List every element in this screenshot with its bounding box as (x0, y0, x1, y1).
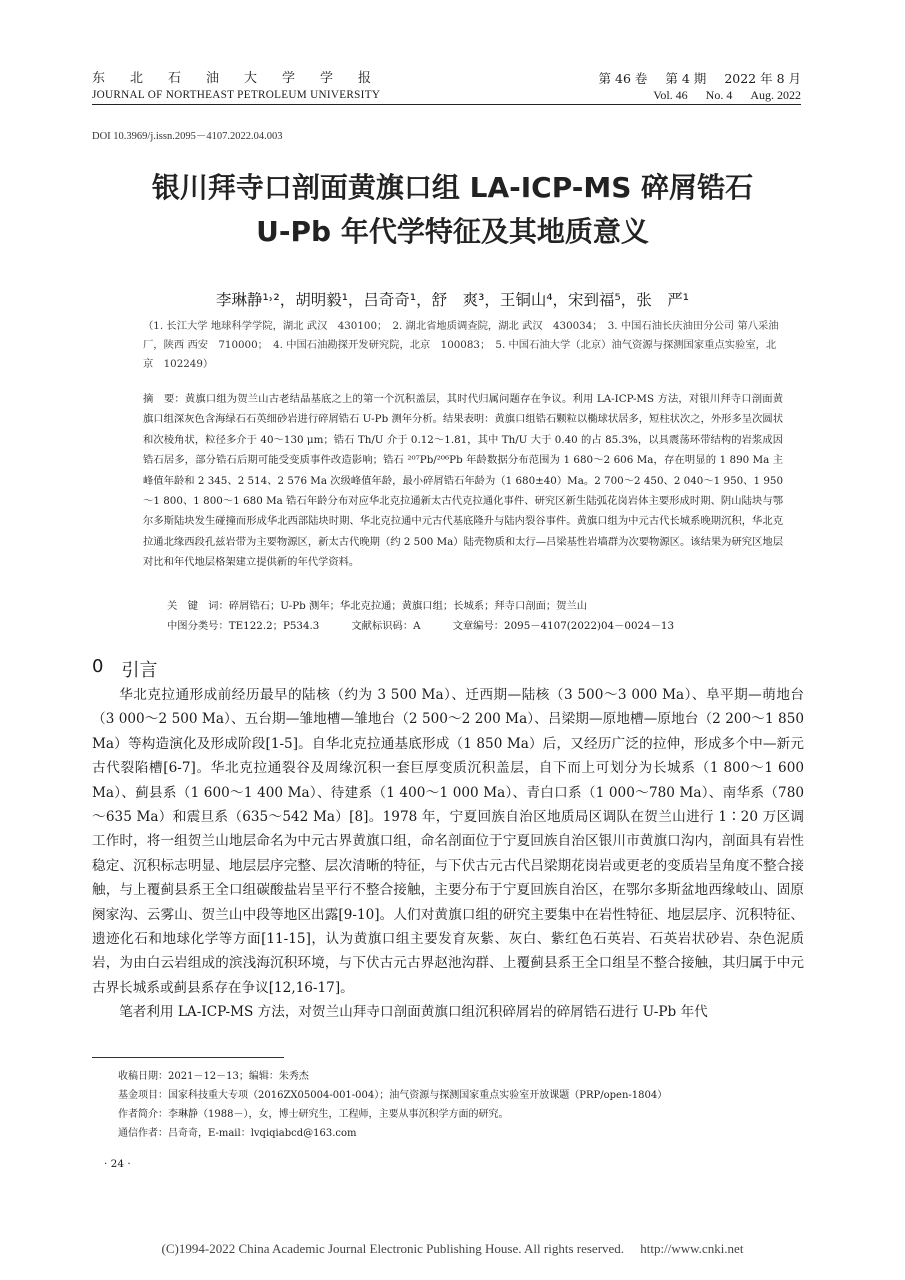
paragraph-1: 华北克拉通形成前经历最早的陆核（约为 3 500 Ma）、迁西期—陆核（3 500～3 000 Ma）、阜平期—萌地台（3 000～2 500 Ma）、五台期—雏地槽—雏地台（2 500～2 200 Ma）、吕梁期—原地槽—原地台（2 200～1 850 Ma）等构造演化及形成阶段[1-5]。自华北克拉通基底形成（1 850 Ma）后，又经历广泛的拉伸，形成多个中—新元古代裂陷槽[6-7]。华北克拉通裂谷及周缘沉积一套巨厚变质沉积盖层，自下而上可划分为长城系（1 800～1 600 Ma）、蓟县系（1 600～1 400 Ma）、待建系（1 400～1 000 Ma）、青白口系（1 000～780 Ma）、南华系（780～635 Ma）和震旦系（635～542 Ma）[8]。1978 年，宁夏回族自治区地质局区调队在贺兰山进行 1∶20 万区调工作时，将一组贺兰山地层命名为中元古界黄旗口组，命名剖面位于宁夏回族自治区银川市黄旗口沟内，剖面具有岩性稳定、沉积标志明显、地层层序完整、层次清晰的特征，与下伏古元古代吕梁期花岗岩或更老的变质岩呈角度不整合接触，与上覆蓟县系王全口组碳酸盐岩呈平行不整合接触，主要分布于宁夏回族自治区，在鄂尔多斯盆地西缘岐山、固原阕家沟、云雾山、贺兰山中段等地区出露[9-10]。人们对黄旗口组的研究主要集中在岩性特征、地层层序、沉积特征、遗迹化石和地球化学等方面[11-15]，认为黄旗口组主要发育灰紫、灰白、紫红色石英岩、石英岩状砂岩、杂色泥质岩，为由白云岩组成的滨浅海沉积环境，与下伏古元古界赵池沟群、上覆蓟县系王全口组呈不整合接触，其归属于中元古界长城系或蓟县系存在争议[12,16-17]。 (92, 687, 804, 996)
abstract-label: 摘 要： (143, 393, 185, 405)
volume-cn: 第 46 卷 (598, 71, 648, 86)
issue-cn: 第 4 期 (665, 71, 707, 86)
title-line-2: U-Pb 年代学特征及其地质意义 (256, 215, 649, 248)
issue-en: No. 4 (705, 88, 733, 102)
journal-name-cn: 东北石油大学学报 (92, 71, 397, 86)
paragraph-2: 笔者利用 LA-ICP-MS 方法，对贺兰山拜寺口剖面黄旗口组沉积碎屑岩的碎屑锆石进行 U-Pb 年代 (119, 1004, 708, 1021)
body-text (92, 683, 804, 1025)
date-cn: 2022 年 8 月 (724, 71, 801, 86)
header-rule (92, 104, 801, 105)
document-code: 文献标识码：A (351, 620, 421, 632)
doi: DOI 10.3969/j.issn.2095－4107.2022.04.003 (92, 131, 283, 142)
volume-en: Vol. 46 (653, 88, 688, 102)
received-date: 收稿日期：2021－12－13；编辑：朱秀杰 (118, 1071, 309, 1082)
abstract (143, 389, 783, 573)
fund-info: 基金项目：国家科技重大专项（2016ZX05004-001-004）；油气资源与探测国家重点实验室开放课题（PRP/open-1804） (118, 1090, 668, 1101)
journal-header-right (599, 70, 801, 103)
footnote-rule (92, 1057, 284, 1058)
abstract-text: 黄旗口组为贺兰山古老结晶基底之上的第一个沉积盖层，其时代归属问题存在争议。利用 LA-ICP-MS 方法，对银川拜寺口剖面黄旗口组深灰色含海绿石石英细砂岩进行碎屑锆石 U-Pb 测年分析。结果表明：黄旗口组锆石颗粒以椭球状居多，短柱状次之，外形多呈次圆状和次棱角状，粒径多介于 40～130 μm；锆石 Th/U 介于 0.12～1.81，其中 Th/U 大于 0.40 的占 85.3%，以具震荡环带结构的岩浆成因锆石居多，部分锆石后期可能受变质事件改造影响；锆石 ²⁰⁷Pb/²⁰⁶Pb 年龄数据分布范围为 1 680～2 606 Ma，存在明显的 1 890 Ma 主峰值年龄和 2 345、2 514、2 576 Ma 次级峰值年龄，最小碎屑锆石年龄为（1 680±40）Ma。2 700～2 450、2 040～1 950、1 950～1 800、1 800～1 680 Ma 锆石年龄分布对应华北克拉通新太古代克拉通化事件、研究区新生陆弧花岗岩体主要形成时期、阴山陆块与鄂尔多斯陆块发生碰撞而形成华北西部陆块时期、华北克拉通中元古代基底隆升与陆内裂谷事件。黄旗口组为中元古代长城系晚期沉积，华北克拉通北缘西段孔兹岩带为主要物源区，新太古代晚期（约 2 500 Ma）陆壳物质和太行—吕梁基性岩墙群为次要物源区。该结果为研究区地层对比和年代地层格架建立提供新的年代学资料。 (143, 393, 784, 569)
keywords-label: 关 键 词： (167, 600, 229, 612)
section-title: 引言 (121, 660, 158, 681)
footnotes (118, 1067, 798, 1143)
journal-name-en: JOURNAL OF NORTHEAST PETROLEUM UNIVERSITY (92, 89, 381, 101)
copyright-footer: (C)1994-2022 China Academic Journal Electronic Publishing House. All rights reserved. http://www.cnki.net (161, 1241, 744, 1256)
title-line-1: 银川拜寺口剖面黄旗口组 LA-ICP-MS 碎屑锆石 (151, 171, 754, 204)
keywords-text: 碎屑锆石；U-Pb 测年；华北克拉通；黄旗口组；长城系；拜寺口剖面；贺兰山 (228, 600, 588, 612)
author-bio: 作者简介：李琳静（1988－），女，博士研究生，工程师，主要从事沉积学方面的研究。 (118, 1109, 509, 1120)
author-list: 李琳静¹˒²，胡明毅¹，吕奇奇¹，舒 爽³，王铜山⁴，宋到福⁵，张 严¹ (216, 291, 689, 309)
date-en: Aug. 2022 (750, 88, 801, 102)
keywords (167, 596, 787, 616)
section-number: 0 (92, 656, 104, 677)
journal-header-left (92, 70, 396, 103)
corresponding-author: 通信作者：吕奇奇，E-mail：lvqiqiabcd@163.com (118, 1128, 357, 1139)
clc-number: 中图分类号：TE122.2；P534.3 (167, 620, 320, 632)
affiliations: （1. 长江大学 地球科学学院，湖北 武汉 430100； 2. 湖北省地质调查院，湖北 武汉 430034； 3. 中国石油长庆油田分公司 第八采油厂，陕西 西安 710000； 4. 中国石油勘探开发研究院，北京 100083； 5. 中国石油大学（北京）油气资源与探测国家重点实验室，北京 102249） (143, 320, 779, 370)
page-number: · 24 · (104, 1158, 131, 1170)
section-heading (92, 656, 157, 682)
classification-row (167, 616, 787, 636)
paper-title (60, 166, 845, 254)
article-number: 文章编号：2095－4107(2022)04－0024－13 (452, 620, 675, 632)
